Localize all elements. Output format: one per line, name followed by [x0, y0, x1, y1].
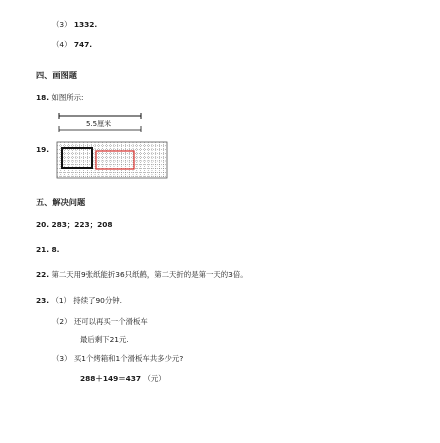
sub-number: （1） [51, 296, 71, 305]
question-23-part-2-remainder: 最后剩下21元. [80, 335, 129, 344]
formula: 288＋149＝437 [80, 374, 142, 383]
question-answer: 8. [51, 245, 60, 254]
sub-answer: 还可以再买一个滑板车 [73, 317, 148, 326]
question-23-formula [80, 374, 166, 384]
question-22 [36, 270, 248, 280]
sub-question: 买1个烤箱和1个滑板车共多少元? [73, 354, 184, 363]
question-number: 22. [36, 270, 50, 279]
answer-item-3 [52, 20, 97, 30]
red-rectangle [96, 151, 134, 169]
segment-length-label: 5.5厘米 [86, 120, 112, 128]
question-number: 23. [36, 296, 50, 305]
item-number: （4） [52, 40, 72, 49]
question-number: 19. [36, 145, 50, 154]
measure-bracket [55, 124, 145, 134]
question-answer: 第二天用9张纸能折36只纸鹤，第二天折的是第一天的3倍。 [51, 270, 248, 279]
question-answer: 283；223；208 [51, 220, 113, 229]
section-heading-drawing: 四、画图题 [36, 70, 77, 80]
item-number: （3） [52, 20, 72, 29]
question-number: 20. [36, 220, 50, 229]
answer-item-4 [52, 40, 92, 50]
section-heading-problems: 五、解决问题 [36, 197, 86, 207]
question-19 [36, 145, 49, 155]
dot-grid-figure [56, 141, 170, 181]
question-number: 18. [36, 93, 50, 102]
sub-answer: 持续了90分钟. [73, 296, 123, 305]
question-text: 如图所示: [51, 93, 84, 102]
question-21 [36, 245, 59, 255]
formula-unit: （元） [143, 374, 166, 383]
item-answer: 747. [73, 40, 93, 49]
question-18 [36, 93, 84, 103]
question-23-part-2 [52, 317, 148, 327]
sub-number: （3） [52, 354, 72, 363]
sub-number: （2） [52, 317, 72, 326]
question-23-part-3 [52, 354, 183, 364]
question-number: 21. [36, 245, 50, 254]
item-answer: 1332. [73, 20, 98, 29]
question-20 [36, 220, 113, 230]
question-23 [36, 296, 122, 306]
